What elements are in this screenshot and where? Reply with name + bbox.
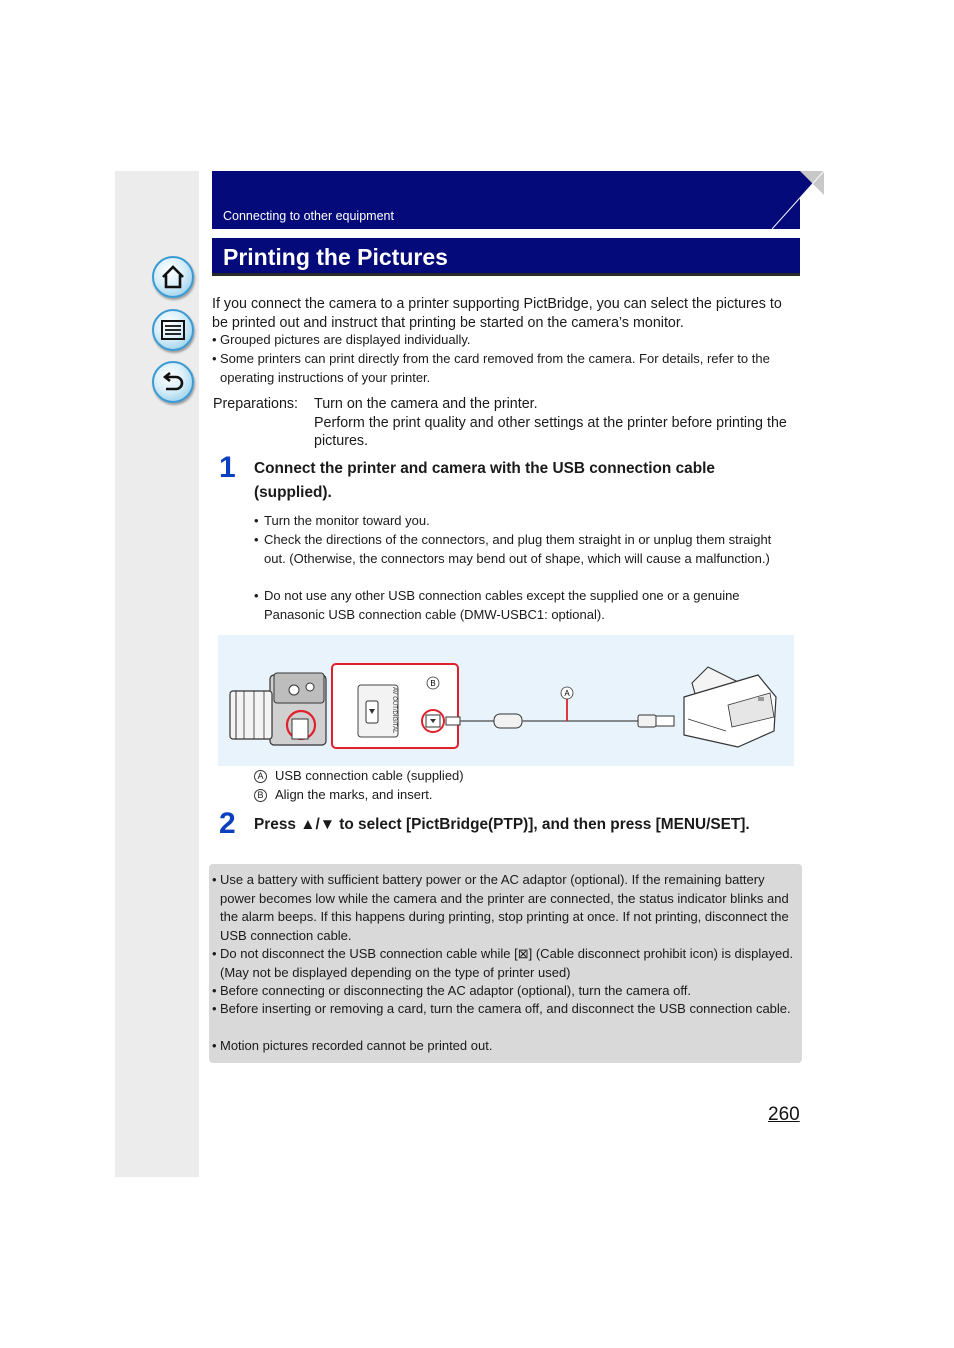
usb-cable	[446, 699, 674, 728]
header-corner	[772, 171, 824, 229]
port-label: AV OUT/DIGITAL	[391, 687, 397, 734]
menu-button[interactable]	[152, 309, 194, 351]
caption-a	[254, 767, 464, 785]
section-label: Connecting to other equipment	[223, 209, 394, 223]
note-item: • Use a battery with sufficient battery power or the AC adaptor (optional). If the remaining battery power becomes low while the camera and the printer are connected, the status indicator blinks and the alarm beeps. If this happens during printing, stop printing at once. If not printing, disconnect the USB connection cable.	[212, 872, 789, 943]
printer-illustration	[684, 667, 776, 747]
note-item: • Do not disconnect the USB connection cable while [⊠] (Cable disconnect prohibit icon) is displayed. (May not be displayed depending on the type of printer used)	[212, 946, 794, 980]
caption-b	[254, 786, 433, 804]
note-item: • Motion pictures recorded cannot be printed out.	[212, 1038, 493, 1053]
step-1-bullet: • Check the directions of the connectors, and plug them straight in or unplug them straight out. (Otherwise, the connectors may bend out of shape, which will cause a malfunction.)	[254, 532, 772, 566]
intro-bullet: • Some printers can print directly from the card removed from the camera. For details, refer to the operating instructions of your printer.	[212, 351, 770, 385]
caption-marker: A	[254, 770, 267, 783]
page-number: 260	[768, 1104, 800, 1125]
home-icon	[159, 263, 187, 291]
page-title: Printing the Pictures	[223, 244, 448, 270]
header-divider	[212, 229, 772, 230]
menu-list-icon	[159, 316, 187, 344]
marker-b: B	[430, 679, 436, 688]
caption-text: Align the marks, and insert.	[275, 787, 433, 802]
step-2-title: Press ▲/▼ to select [PictBridge(PTP)], and then press [MENU/SET].	[254, 816, 750, 833]
step-1-bullet: • Do not use any other USB connection cables except the supplied one or a genuine Panasonic USB connection cable (DMW-USBC1: optional).	[254, 588, 740, 622]
caption-marker: B	[254, 789, 267, 802]
note-item: • Before connecting or disconnecting the AC adaptor (optional), turn the camera off.	[212, 983, 691, 998]
home-button[interactable]	[152, 256, 194, 298]
preparations-label: Preparations:	[213, 396, 299, 412]
connection-diagram	[218, 635, 794, 766]
caption-text: USB connection cable (supplied)	[275, 768, 464, 783]
back-arrow-icon	[159, 368, 187, 396]
step-1-number: 1	[219, 451, 236, 484]
preparations-text: Turn on the camera and the printer. Perform the print quality and other settings at the printer before printing the pictures.	[314, 396, 787, 449]
camera-illustration	[230, 673, 326, 745]
note-item: • Before inserting or removing a card, turn the camera off, and disconnect the USB connection cable.	[212, 1001, 791, 1016]
marker-a: A	[564, 689, 570, 698]
intro-bullet: • Grouped pictures are displayed individually.	[212, 332, 471, 347]
step-2-number: 2	[219, 807, 236, 840]
back-button[interactable]	[152, 361, 194, 403]
port-zoom-box	[332, 664, 458, 748]
intro-paragraph: If you connect the camera to a printer supporting PictBridge, you can select the pictures to be printed out and instruct that printing be started on the camera’s monitor.	[212, 296, 782, 331]
step-1-title: Connect the printer and camera with the USB connection cable (supplied).	[254, 460, 715, 501]
step-1-bullet: • Turn the monitor toward you.	[254, 513, 430, 528]
